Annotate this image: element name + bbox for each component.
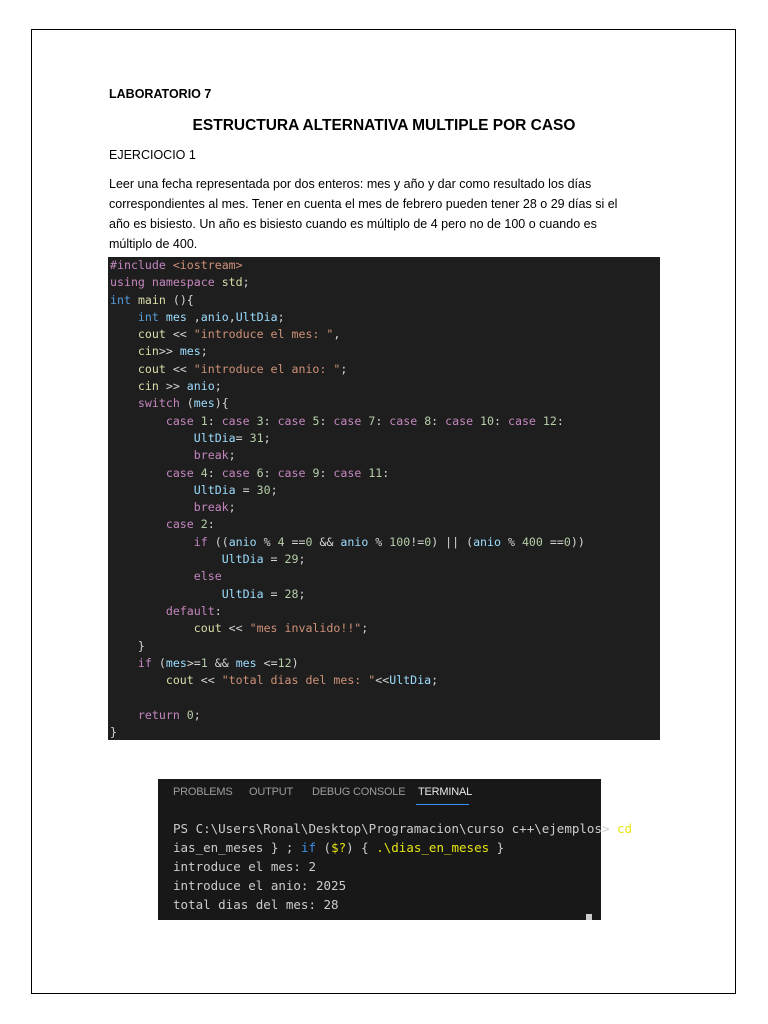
code-line: if ((anio % 4 ==0 && anio % 100!=0) || (anio % 400 ==0)) — [193, 534, 585, 549]
main-title: ESTRUCTURA ALTERNATIVA MULTIPLE POR CASO — [192, 117, 576, 134]
code-screenshot — [108, 257, 660, 740]
tab-terminal[interactable]: TERMINAL — [418, 786, 473, 798]
terminal-panel — [158, 779, 633, 920]
code-line: UltDia = 30; — [193, 482, 278, 497]
terminal-line: PS C:\Users\Ronal\Desktop\Programacion\curso c++\ejemplos> cd — [173, 821, 633, 836]
tab-debug-console[interactable]: DEBUG CONSOLE — [312, 786, 406, 798]
exercise-description — [109, 174, 654, 254]
tab-output[interactable]: OUTPUT — [249, 786, 294, 798]
description-line: Leer una fecha representada por dos enteros: mes y año y dar como resultado los días — [109, 177, 592, 191]
terminal-line: introduce el anio: 2025 — [173, 878, 347, 893]
code-line: } — [110, 638, 145, 653]
description-line: correspondientes al mes. Tener en cuenta el mes de febrero pueden tener 28 o 29 días si el — [109, 197, 618, 211]
code-line: break; — [193, 500, 236, 515]
code-line: cout << "introduce el anio: "; — [137, 361, 348, 376]
code-line: case 4: case 6: case 9: case 11: — [165, 465, 390, 480]
code-line: else — [193, 569, 222, 584]
code-line: UltDia= 31; — [193, 430, 271, 445]
code-line: cout << "mes invalido!!"; — [193, 621, 369, 636]
terminal-cursor — [586, 914, 592, 920]
code-line: switch (mes){ — [137, 396, 229, 411]
tab-problems[interactable]: PROBLEMS — [173, 786, 233, 798]
code-line: int main (){ — [110, 292, 194, 307]
code-line: } — [110, 725, 117, 740]
code-line: return 0; — [137, 707, 201, 722]
code-line: break; — [193, 448, 236, 463]
code-line: if (mes>=1 && mes <=12) — [137, 655, 299, 670]
code-line: case 1: case 3: case 5: case 7: case 8: case 10: case 12: — [165, 413, 564, 428]
code-line: cin>> mes; — [137, 344, 208, 359]
code-line: int mes ,anio,UltDia; — [137, 309, 285, 324]
code-line: #include <iostream> — [110, 258, 243, 272]
terminal-line: total dias del mes: 28 — [173, 897, 339, 912]
code-line: cout << "introduce el mes: ", — [137, 327, 341, 342]
code-line: case 2: — [165, 517, 215, 532]
terminal-line: introduce el mes: 2 — [173, 859, 316, 874]
code-line: using namespace std; — [110, 275, 250, 290]
description-line: año es bisiesto. Un año es bisiesto cuando es múltiplo de 4 pero no de 100 o cuando es — [109, 217, 597, 231]
lab-title: LABORATORIO 7 — [109, 87, 212, 101]
active-tab-indicator — [416, 804, 469, 805]
terminal-tab-bar — [158, 779, 601, 809]
description-line: múltiplo de 400. — [109, 237, 198, 251]
code-line: cout << "total dias del mes: "<<UltDia; — [165, 673, 439, 688]
code-line: UltDia = 29; — [221, 552, 306, 567]
exercise-label: EJERCIOCIO 1 — [109, 148, 196, 162]
code-line: UltDia = 28; — [221, 586, 306, 601]
code-line: default: — [165, 603, 222, 618]
code-text — [108, 257, 660, 741]
terminal-line: ias_en_meses } ; if ($?) { .\dias_en_meses } — [173, 840, 505, 855]
code-line: cin >> anio; — [137, 379, 222, 394]
terminal-output — [173, 819, 632, 914]
